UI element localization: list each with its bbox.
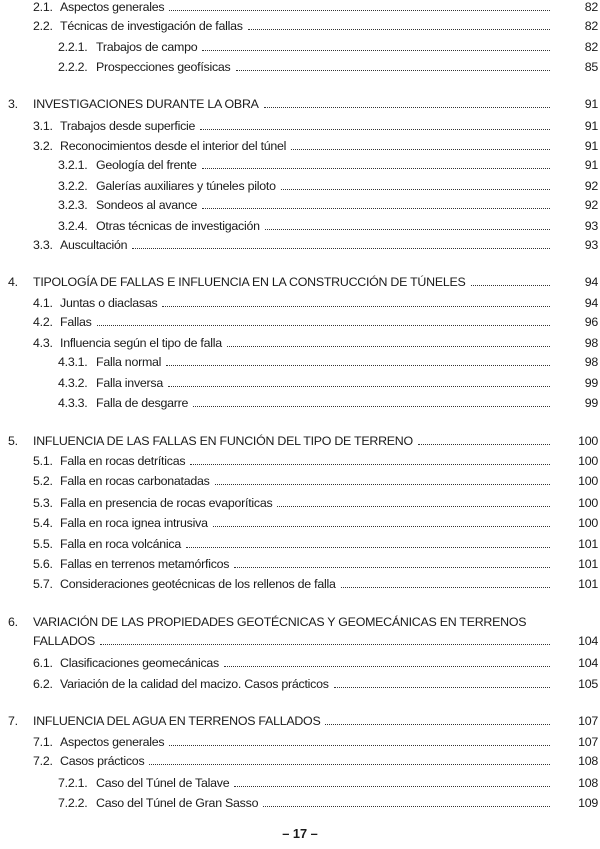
toc-entry-page: 82: [584, 40, 598, 54]
dot-leader: [277, 506, 550, 507]
toc-entry-page: 104: [578, 634, 598, 648]
toc-entry-title: Fallas: [60, 315, 92, 329]
dot-leader: [97, 325, 550, 326]
toc-entry-title: Falla inversa: [96, 376, 163, 390]
toc-entry-continuation: [33, 634, 556, 648]
toc-entry-number: 3.2.: [33, 139, 53, 153]
dot-leader: [149, 764, 550, 765]
toc-entry-title: Aspectos generales: [60, 0, 165, 14]
toc-entry[interactable]: [58, 158, 556, 172]
toc-entry[interactable]: [33, 656, 556, 670]
toc-entry-number: 6.1.: [33, 656, 53, 670]
toc-entry-number: 3.1.: [33, 119, 53, 133]
toc-entry-number: 5.6.: [33, 557, 53, 571]
dot-leader: [264, 107, 550, 108]
toc-entry-number: 3.: [8, 97, 18, 111]
toc-entry-number: 7.2.1.: [58, 776, 88, 790]
toc-entry-number: 3.2.1.: [58, 158, 88, 172]
toc-entry-title: Geología del frente: [96, 158, 197, 172]
dot-leader: [471, 285, 550, 286]
toc-entry[interactable]: [33, 315, 556, 329]
toc-entry-page: 101: [578, 557, 598, 571]
toc-entry-title: Sondeos al avance: [96, 198, 198, 212]
toc-entry-number: 4.1.: [33, 296, 53, 310]
dot-leader: [100, 644, 550, 645]
toc-entry[interactable]: [33, 0, 556, 14]
toc-entry[interactable]: [58, 198, 556, 212]
toc-entry[interactable]: [33, 119, 556, 133]
toc-entry-number: 5.1.: [33, 454, 53, 468]
toc-entry-number: 4.3.1.: [58, 355, 88, 369]
dot-leader: [202, 168, 550, 169]
toc-entry-page: 96: [584, 315, 598, 329]
toc-entry-page: 92: [584, 198, 598, 212]
dot-leader: [227, 346, 550, 347]
toc-entry-title: VARIACIÓN DE LAS PROPIEDADES GEOTÉCNICAS Y GEOMECÁNICAS EN TERRENOS: [33, 615, 527, 629]
dot-leader: [263, 806, 550, 807]
toc-entry-number: 3.2.4.: [58, 219, 88, 233]
toc-entry-title: Otras técnicas de investigación: [96, 219, 260, 233]
toc-entry[interactable]: [8, 714, 556, 728]
toc-entry-page: 104: [578, 656, 598, 670]
toc-entry-page: 100: [578, 474, 598, 488]
toc-entry-title-cont: FALLADOS: [33, 634, 96, 648]
toc-entry-title: Reconocimientos desde el interior del túnel: [60, 139, 287, 153]
toc-entry-number: 4.: [8, 275, 18, 289]
toc-entry-title: Falla en presencia de rocas evaporíticas: [60, 496, 273, 510]
dot-leader: [341, 587, 550, 588]
toc-entry-number: 5.4.: [33, 516, 53, 530]
dot-leader: [169, 10, 550, 11]
toc-entry-number: 6.: [8, 615, 18, 629]
toc-entry-title: Caso del Túnel de Talave: [96, 776, 230, 790]
toc-entry-number: 2.2.2.: [58, 60, 88, 74]
toc-entry-title: Aspectos generales: [60, 735, 165, 749]
toc-entry[interactable]: [33, 537, 556, 551]
toc-entry-page: 101: [578, 537, 598, 551]
toc-entry[interactable]: [58, 396, 556, 410]
dot-leader: [236, 70, 550, 71]
toc-entry[interactable]: [33, 336, 556, 350]
toc-entry-page: 100: [578, 516, 598, 530]
toc-entry-title: Casos prácticos: [60, 754, 145, 768]
toc-entry-title: Clasificaciones geomecánicas: [60, 656, 219, 670]
toc-entry-page: 105: [578, 677, 598, 691]
dot-leader: [193, 406, 550, 407]
toc-entry-page: 107: [578, 714, 598, 728]
toc-entry-title: Fallas en terrenos metamórficos: [60, 557, 230, 571]
dot-leader: [248, 29, 550, 30]
toc-entry[interactable]: [33, 677, 556, 691]
toc-entry[interactable]: [58, 179, 556, 193]
toc-entry-page: 93: [584, 219, 598, 233]
toc-entry-title: Técnicas de investigación de fallas: [60, 19, 243, 33]
toc-entry-number: 7.: [8, 714, 18, 728]
dot-leader: [202, 208, 550, 209]
toc-entry-page: 109: [578, 796, 598, 810]
toc-entry[interactable]: [33, 496, 556, 510]
toc-entry[interactable]: [8, 434, 556, 448]
dot-leader: [234, 567, 550, 568]
toc-entry[interactable]: [58, 796, 556, 810]
toc-entry[interactable]: [58, 40, 556, 54]
dot-leader: [334, 687, 550, 688]
toc-entry-number: 3.3.: [33, 238, 53, 252]
toc-entry-title: Falla en rocas detríticas: [60, 454, 186, 468]
toc-entry-page: 82: [584, 0, 598, 14]
dot-leader: [215, 484, 550, 485]
toc-entry-number: 4.3.: [33, 336, 53, 350]
toc-entry-page: 94: [584, 296, 598, 310]
toc-entry[interactable]: [33, 296, 556, 310]
toc-entry-number: 2.2.1.: [58, 40, 88, 54]
dot-leader: [325, 724, 550, 725]
dot-leader: [186, 547, 550, 548]
dot-leader: [224, 666, 550, 667]
dot-leader: [132, 248, 550, 249]
toc-entry[interactable]: [58, 776, 556, 790]
toc-entry[interactable]: [58, 60, 556, 74]
toc-entry-number: 7.2.2.: [58, 796, 88, 810]
toc-entry[interactable]: [33, 238, 556, 252]
toc-entry-title: Trabajos de campo: [96, 40, 198, 54]
toc-entry[interactable]: [33, 19, 556, 33]
page-number: – 17 –: [282, 826, 318, 841]
toc-entry[interactable]: [33, 577, 556, 591]
toc-entry-page: 108: [578, 776, 598, 790]
toc-entry-title: Caso del Túnel de Gran Sasso: [96, 796, 259, 810]
toc-entry[interactable]: [33, 516, 556, 530]
dot-leader: [168, 386, 550, 387]
toc-entry[interactable]: [33, 454, 556, 468]
toc-entry[interactable]: [58, 219, 556, 233]
toc-entry-page: 98: [584, 336, 598, 350]
toc-entry-title: Influencia según el tipo de falla: [60, 336, 222, 350]
dot-leader: [190, 464, 550, 465]
toc-entry-page: 91: [584, 158, 598, 172]
toc-entry-number: 2.2.: [33, 19, 53, 33]
dot-leader: [202, 50, 550, 51]
toc-entry-title: Juntas o diaclasas: [60, 296, 158, 310]
toc-entry[interactable]: [33, 474, 556, 488]
toc-entry-number: 7.2.: [33, 754, 53, 768]
toc-entry-page: 94: [584, 275, 598, 289]
toc-entry-title: INVESTIGACIONES DURANTE LA OBRA: [33, 97, 259, 111]
toc-entry[interactable]: [33, 557, 556, 571]
toc-entry-page: 100: [578, 434, 598, 448]
toc-entry-title: Galerías auxiliares y túneles piloto: [96, 179, 276, 193]
dot-leader: [200, 129, 550, 130]
toc-entry-title: Prospecciones geofísicas: [96, 60, 231, 74]
toc-entry-page: 107: [578, 735, 598, 749]
toc-entry-number: 4.3.2.: [58, 376, 88, 390]
toc-entry-number: 5.5.: [33, 537, 53, 551]
toc-entry-number: 4.2.: [33, 315, 53, 329]
toc-entry-number: 7.1.: [33, 735, 53, 749]
toc-entry-title: Falla de desgarre: [96, 396, 189, 410]
toc-entry-page: 100: [578, 454, 598, 468]
toc-entry-number: 2.1.: [33, 0, 53, 14]
toc-entry-title: Auscultación: [60, 238, 128, 252]
toc-entry-number: 3.2.2.: [58, 179, 88, 193]
dot-leader: [169, 745, 550, 746]
toc-entry-page: 101: [578, 577, 598, 591]
toc-entry-title: Falla en rocas carbonatadas: [60, 474, 210, 488]
dot-leader: [234, 786, 550, 787]
toc-entry[interactable]: [58, 376, 556, 390]
toc-entry-number: 5.: [8, 434, 18, 448]
toc-entry-page: 91: [584, 119, 598, 133]
toc-entry[interactable]: [33, 735, 556, 749]
toc-entry[interactable]: [8, 275, 556, 289]
toc-entry[interactable]: [33, 754, 556, 768]
toc-entry-title: Consideraciones geotécnicas de los rellenos de falla: [60, 577, 336, 591]
dot-leader: [162, 306, 550, 307]
dot-leader: [281, 189, 550, 190]
dot-leader: [166, 365, 550, 366]
toc-entry-number: 3.2.3.: [58, 198, 88, 212]
toc-entry-page: 99: [584, 396, 598, 410]
dot-leader: [418, 444, 550, 445]
toc-entry-number: 5.7.: [33, 577, 53, 591]
toc-entry-title: Falla normal: [96, 355, 162, 369]
toc-entry-title: Falla en roca ignea intrusiva: [60, 516, 208, 530]
dot-leader: [265, 229, 550, 230]
toc-entry-number: 4.3.3.: [58, 396, 88, 410]
toc-entry-page: 108: [578, 754, 598, 768]
toc-entry-page: 98: [584, 355, 598, 369]
toc-entry-title: INFLUENCIA DE LAS FALLAS EN FUNCIÓN DEL TIPO DE TERRENO: [33, 434, 413, 448]
toc-entry-title: Variación de la calidad del macizo. Casos prácticos: [60, 677, 329, 691]
toc-entry[interactable]: [8, 97, 556, 111]
dot-leader: [291, 149, 550, 150]
toc-entry-title: Trabajos desde superficie: [60, 119, 196, 133]
toc-entry-title: Falla en roca volcánica: [60, 537, 181, 551]
toc-entry-number: 5.3.: [33, 496, 53, 510]
toc-entry-page: 93: [584, 238, 598, 252]
toc-entry-number: 5.2.: [33, 474, 53, 488]
toc-entry-page: 91: [584, 139, 598, 153]
toc-entry-number: 6.2.: [33, 677, 53, 691]
toc-entry-page: 85: [584, 60, 598, 74]
toc-entry-page: 92: [584, 179, 598, 193]
toc-entry-page: 99: [584, 376, 598, 390]
toc-entry-page: 100: [578, 496, 598, 510]
toc-entry[interactable]: [33, 139, 556, 153]
toc-entry-title: TIPOLOGÍA DE FALLAS E INFLUENCIA EN LA CONSTRUCCIÓN DE TÚNELES: [33, 275, 466, 289]
toc-entry-page: 91: [584, 97, 598, 111]
dot-leader: [213, 526, 550, 527]
toc-entry-title: INFLUENCIA DEL AGUA EN TERRENOS FALLADOS: [33, 714, 321, 728]
toc-entry[interactable]: [58, 355, 556, 369]
toc-entry-page: 82: [584, 19, 598, 33]
